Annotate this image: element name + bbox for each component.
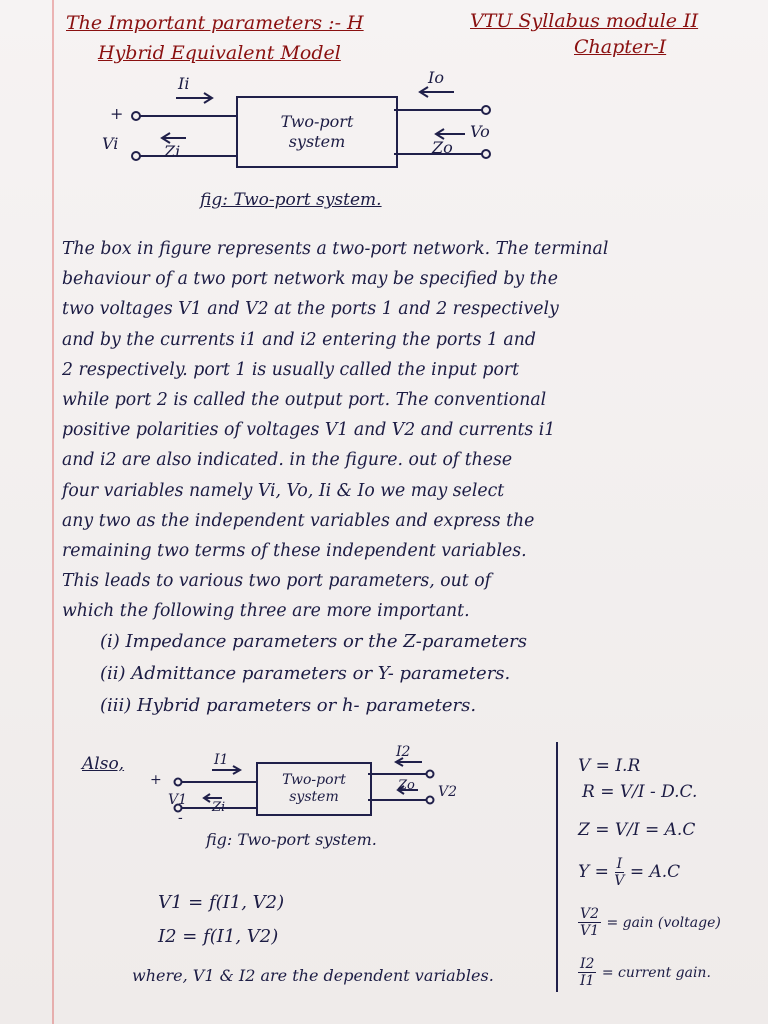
paragraph-line: positive polarities of voltages V1 and V2 and currents i1	[62, 420, 556, 441]
input-current-label: Ii	[178, 74, 190, 93]
voltage-gain-label: = gain (voltage)	[606, 915, 721, 931]
voltage-gain-note	[578, 906, 721, 939]
equation-v1: V1 = f(I1, V2)	[158, 892, 285, 913]
current-gain-fraction	[578, 956, 596, 989]
box-small-line2: system	[289, 789, 339, 805]
chapter-label: Chapter-I	[574, 36, 667, 58]
input-plus-sign: +	[110, 104, 124, 123]
parameter-list	[100, 626, 700, 722]
paragraph-line: two voltages V1 and V2 at the ports 1 and 2 respectively	[62, 299, 559, 320]
paragraph-line: remaining two terms of these independent variables.	[62, 541, 527, 562]
minus-sign: -	[178, 810, 183, 826]
current-i1-label: I1	[214, 752, 229, 768]
list-item: (iii) Hybrid parameters or h- parameters.	[100, 695, 477, 716]
current-i2-label: I2	[396, 744, 411, 760]
page-title: The Important parameters :- H	[66, 12, 364, 34]
list-item: (i) Impedance parameters or the Z-parameters	[100, 631, 527, 652]
input-impedance-label: Zi	[164, 142, 181, 161]
current-gain-label: = current gain.	[601, 965, 711, 981]
admittance-left: Y =	[578, 862, 609, 882]
output-voltage-label: Vo	[470, 122, 490, 141]
voltage-v1-label: V1	[168, 792, 188, 808]
paragraph-line: which the following three are more important.	[62, 601, 470, 622]
fraction-denominator: I1	[580, 973, 595, 989]
ohms-law-note: V = I.R	[578, 756, 641, 776]
fraction-numerator: I2	[580, 956, 595, 972]
paragraph-line: any two as the independent variables and express the	[62, 510, 535, 531]
box-label-line1: Two-port	[280, 112, 354, 131]
figure1-caption: fig: Two-port system.	[200, 190, 382, 210]
plus-sign: +	[150, 772, 162, 788]
voltage-gain-fraction	[578, 906, 601, 939]
paragraph-line: four variables namely Vi, Vo, Ii & Io we may select	[62, 480, 505, 501]
output-current-label: Io	[428, 68, 444, 87]
two-port-box	[236, 96, 398, 168]
paragraph-line: and i2 are also indicated. in the figure. out of these	[62, 450, 513, 471]
list-item: (ii) Admittance parameters or Y- parameters.	[100, 663, 511, 684]
fraction-denominator: V	[614, 873, 625, 889]
dependent-variables-note: where, V1 & I2 are the dependent variables.	[132, 966, 494, 985]
input-voltage-label: Vi	[102, 134, 119, 153]
current-gain-note	[578, 956, 711, 989]
equation-i2: I2 = f(I1, V2)	[158, 926, 279, 947]
zi-label: Zi	[212, 800, 226, 815]
syllabus-label: VTU Syllabus module II	[470, 10, 699, 32]
voltage-v2-label: V2	[438, 784, 458, 800]
resistance-note: R = V/I - D.C.	[582, 782, 698, 802]
paragraph-line: 2 respectively. port 1 is usually called the input port	[62, 359, 520, 380]
admittance-note	[578, 856, 680, 889]
admittance-right: = A.C	[629, 862, 681, 882]
paragraph-line: while port 2 is called the output port. The conventional	[62, 390, 547, 411]
vertical-divider	[556, 742, 558, 992]
figure2-caption: fig: Two-port system.	[206, 830, 377, 849]
impedance-note: Z = V/I = A.C	[578, 820, 696, 840]
admittance-fraction	[614, 856, 624, 889]
paragraph-line: and by the currents i1 and i2 entering the ports 1 and	[62, 329, 536, 350]
fraction-denominator: V1	[580, 923, 600, 939]
box-small-line1: Two-port	[282, 771, 346, 788]
paragraph-line: The box in figure represents a two-port network. The terminal	[62, 239, 609, 259]
paragraph-line: This leads to various two port parameters, out of	[62, 571, 492, 592]
also-label: Also,	[82, 754, 125, 774]
output-impedance-label: Zo	[432, 138, 453, 157]
box-label-line2: system	[288, 132, 346, 151]
fraction-numerator: I	[616, 856, 623, 872]
page-subtitle: Hybrid Equivalent Model	[98, 42, 341, 64]
zo-label: Zo	[398, 778, 415, 793]
paragraph-line: behaviour of a two port network may be specified by the	[62, 269, 558, 290]
body-paragraph	[62, 234, 712, 627]
fraction-numerator: V2	[580, 906, 600, 922]
two-port-box-small	[256, 762, 372, 816]
